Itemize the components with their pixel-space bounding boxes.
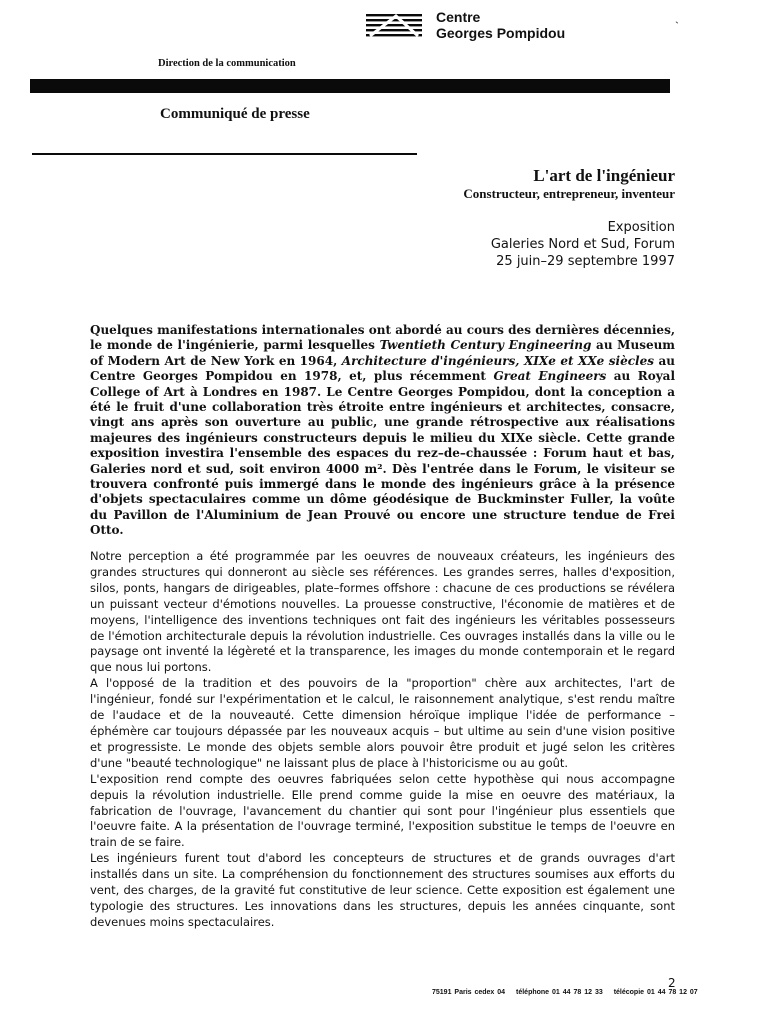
- body-text: [90, 549, 675, 931]
- org-line-1: Centre: [436, 9, 481, 25]
- tick-mark: ˎ: [675, 10, 679, 24]
- exhibition-dates: 25 juin–29 septembre 1997: [496, 254, 675, 269]
- header-bar: [30, 79, 670, 93]
- footer-telephone: téléphone 01 44 78 12 33: [516, 989, 603, 996]
- exhibition-details: [491, 219, 675, 270]
- exhibition-subtitle: Constructeur, entrepreneur, inventeur: [463, 186, 675, 201]
- organization-name: [436, 9, 565, 41]
- footer-contact: [432, 989, 706, 996]
- department-label: Direction de la communication: [158, 58, 296, 69]
- body-paragraph-2: A l'opposé de la tradition et des pouvoirs de la "proportion" chère aux architectes, l'art de l'ingénieur, fondé sur l'expérimentation et le calcul, le raisonnement analytique, s'est rendu maître de l'audace et de la nouveauté. Cette dimension héroïque implique l'idée de performance – éphémère car toujours dépassée par les nouveaux acquis – but ultime au sein d'une vision positive et progressiste. Le monde des objets semble alors pouvoir être produit et jugé selon les critères d'une "beauté technologique" ne laissant plus de place à l'historicisme ou au goût.: [90, 676, 675, 770]
- intro-paragraph: [90, 323, 675, 539]
- intro-title-2: Architecture d'ingénieurs, XIXe et XXe siècles: [341, 353, 654, 368]
- page-number: 2: [668, 976, 676, 990]
- footer-telecopie: télécopie 01 44 78 12 07: [613, 989, 698, 996]
- body-paragraph-1: Notre perception a été programmée par les oeuvres de nouveaux créateurs, les ingénieurs des grandes structures qui donneront au siècle ses références. Les grandes serres, halles d'exposition, silos, ponts, hangars de dirigeables, plate–formes offshore : chacune de ces productions se révélera un puissant vecteur d'émotions nouvelles. La prouesse constructive, l'économie de matières et de moyens, l'intelligence des inventions techniques ont fait des ingénieurs les véritables possesseurs de l'émotion architecturale depuis la révolution industrielle. Ces ouvrages installés dans la ville ou le paysage ont inventé la légèreté et la transparence, les images du monde contemporain et le regard que nous lui portons.: [90, 549, 675, 675]
- org-line-2: Georges Pompidou: [436, 25, 566, 41]
- intro-title-1: Twentieth Century Engineering: [379, 338, 592, 353]
- body-paragraph-3: L'exposition rend compte des oeuvres fabriquées selon cette hypothèse qui nous accompagne depuis la révolution industrielle. Elle prend comme guide la mise en oeuvre des matériaux, la fabrication de l'ouvrage, l'avancement du chantier qui sont pour l'ingénieur plus essentiels que l'oeuvre faite. A la présentation de l'ouvrage terminé, l'exposition substitue le temps de l'oeuvre en train de se faire.: [90, 771, 675, 850]
- intro-text-1: Quelques manifestations internationales ont abordé au cours des dernières décennies, le monde de l'ingénierie, parmi lesquelles: [90, 323, 675, 353]
- exhibition-label: Exposition: [607, 220, 675, 235]
- intro-text-2: au Museum of Modern Art de New York en 1964,: [90, 338, 676, 368]
- intro-text-3: au Centre Georges Pompidou en 1978, et, plus récemment: [90, 353, 675, 384]
- exhibition-venue: Galeries Nord et Sud, Forum: [490, 237, 675, 252]
- document-type-heading: Communiqué de presse: [160, 106, 310, 122]
- divider-rule: [32, 153, 417, 155]
- centre-pompidou-logo-icon: [366, 14, 422, 38]
- footer-address: 75191 Paris cedex 04: [432, 989, 506, 996]
- exhibition-title: L'art de l'ingénieur: [533, 166, 675, 185]
- intro-title-3: Great Engineers: [493, 369, 607, 384]
- intro-text-4: au Royal College of Art à Londres en 1987. Le Centre Georges Pompidou, dont la conception a été le fruit d'une collaboration très étroite entre ingénieurs et architectes, consacre, vingt ans après son ouverture au public, une grande rétrospective aux réalisations majeures des ingénieurs constructeurs depuis le milieu du XIXe siècle. Cette grande exposition investira l'ensemble des espaces du rez–de–chaussée : Forum haut et bas, Galeries nord et sud, soit environ 4000 m². Dès l'entrée dans le Forum, le visiteur se trouvera confronté puis immergé dans le monde des ingénieurs grâce à la présence d'objets spectaculaires comme un dôme géodésique de Buckminster Fuller, la voûte du Pavillon de l'Aluminium de Jean Prouvé ou encore une structure tendue de Frei Otto.: [90, 369, 676, 538]
- body-paragraph-4: Les ingénieurs furent tout d'abord les concepteurs de structures et de grands ouvrages d'art installés dans un site. La compréhension du fonctionnement des structures soumises aux efforts du vent, des charges, de la gravité fut constitutive de leur science. Cette exposition est également une typologie des structures. Les innovations dans les structures, depuis les années cinquante, sont devenues moins spectaculaires.: [90, 851, 675, 929]
